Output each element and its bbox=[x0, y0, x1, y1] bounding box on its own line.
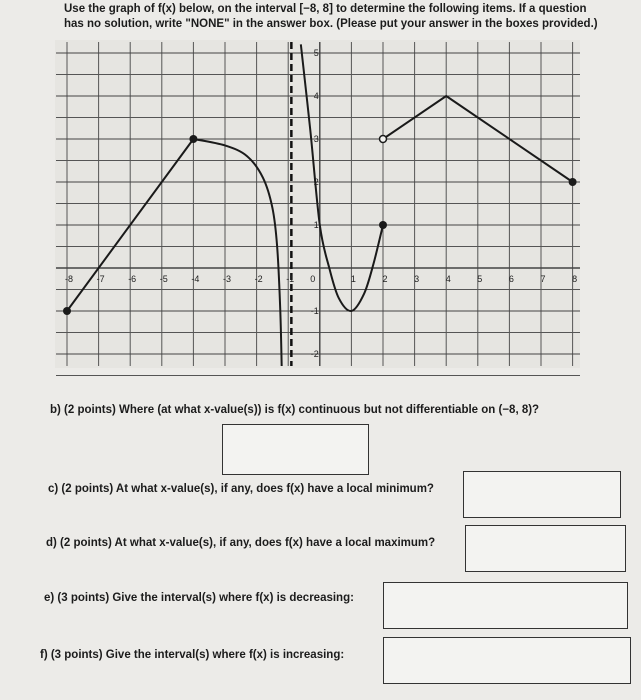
x-tick-label: -7 bbox=[96, 274, 105, 284]
x-tick-label: -5 bbox=[159, 274, 168, 284]
closed-point bbox=[569, 178, 577, 186]
y-tick-label: 4 bbox=[313, 91, 319, 101]
x-tick-label: -1 bbox=[286, 274, 295, 284]
x-tick-label: 6 bbox=[508, 274, 514, 284]
x-tick-label: 4 bbox=[445, 274, 451, 284]
y-tick-label: 5 bbox=[313, 48, 319, 58]
x-tick-label: 2 bbox=[382, 274, 388, 284]
answer-box-b[interactable] bbox=[222, 424, 369, 475]
answer-box-d[interactable] bbox=[465, 525, 626, 572]
x-tick-label: 7 bbox=[540, 274, 546, 284]
x-tick-label: -6 bbox=[128, 274, 137, 284]
y-tick-label: 2 bbox=[313, 177, 319, 187]
open-point bbox=[380, 136, 387, 143]
y-tick-label: 3 bbox=[313, 134, 319, 144]
closed-point bbox=[189, 135, 197, 143]
x-tick-label: -8 bbox=[64, 274, 74, 284]
question-c: c) (2 points) At what x-value(s), if any, does f(x) have a local minimum? bbox=[48, 483, 434, 495]
question-e: e) (3 points) Give the interval(s) where f(x) is decreasing: bbox=[44, 592, 354, 604]
instructions-line-1: Use the graph of f(x) below, on the interval [−8, 8] to determine the following items. If a question bbox=[64, 3, 587, 15]
closed-point bbox=[63, 307, 71, 315]
x-tick-label: 0 bbox=[310, 274, 316, 284]
instructions-line-2: has no solution, write "NONE" in the answer box. (Please put your answer in the boxes provided.) bbox=[64, 18, 598, 30]
x-tick-label: -2 bbox=[254, 274, 263, 284]
x-tick-label: 8 bbox=[572, 274, 578, 284]
x-tick-label: 5 bbox=[477, 274, 483, 284]
x-tick-label: -4 bbox=[191, 274, 200, 284]
question-f: f) (3 points) Give the interval(s) where f(x) is increasing: bbox=[40, 649, 345, 661]
answer-box-c[interactable] bbox=[463, 471, 621, 518]
closed-point bbox=[379, 221, 387, 229]
question-b: b) (2 points) Where (at what x-value(s)) is f(x) continuous but not differentiable on (−8, 8)? bbox=[50, 404, 540, 416]
question-d: d) (2 points) At what x-value(s), if any, does f(x) have a local maximum? bbox=[46, 537, 436, 549]
answer-box-f[interactable] bbox=[383, 637, 631, 684]
x-tick-label: 1 bbox=[350, 274, 356, 284]
x-tick-label: -3 bbox=[222, 274, 232, 284]
x-tick-label: 3 bbox=[414, 274, 420, 284]
y-tick-label: -2 bbox=[310, 349, 319, 359]
y-tick-label: -1 bbox=[310, 306, 319, 316]
y-tick-label: 1 bbox=[313, 220, 319, 230]
answer-box-e[interactable] bbox=[383, 582, 628, 629]
